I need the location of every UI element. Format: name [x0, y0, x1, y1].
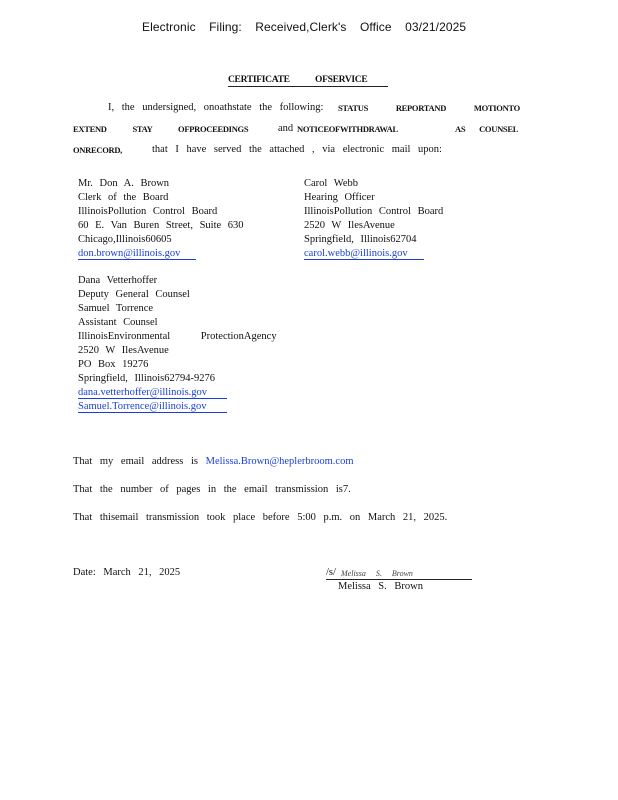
recipient-pobox: PO Box 19276: [78, 359, 149, 370]
statement-email-text: That my email address is: [73, 456, 198, 467]
recipient-street: 2520 W IlesAvenue: [304, 220, 395, 231]
recipient-name: Dana Vetterhoffer: [78, 275, 158, 286]
title-of-service: OFSERVICE: [315, 75, 368, 85]
statement-time: That thisemail transmission took place before 5:00 p.m. on March 21, 2025.: [73, 512, 448, 523]
recipient-city: Springfield, Illinois62704: [304, 234, 417, 245]
intro-line2-notice: NOTICEOFWITHDRAWAL: [297, 124, 398, 134]
email-underline: [78, 398, 227, 399]
statement-email: [73, 456, 354, 467]
recipient-block-webb: [304, 177, 443, 261]
intro-line3-text: that I have served the attached , via electronic mail upon:: [152, 144, 442, 155]
recipient-block-epa: [78, 274, 277, 414]
recipient-city: Springfield, Illinois62794-9276: [78, 373, 215, 384]
intro-line1-text: I, the undersigned, onoathstate the following:: [108, 102, 324, 113]
recipient-title: Deputy General Counsel: [78, 289, 190, 300]
recipient-email-link[interactable]: carol.webb@illinois.gov: [304, 248, 408, 259]
intro-line2-doc-title: EXTEND STAY OFPROCEEDINGS: [73, 124, 249, 134]
recipient-street: 2520 W IlesAvenue: [78, 345, 169, 356]
statement-pages: That the number of pages in the email transmission is7.: [73, 484, 351, 495]
signature-date: Date: March 21, 2025: [73, 567, 181, 578]
recipient-name: Carol Webb: [304, 178, 358, 189]
recipient-org: IllinoisEnvironmental ProtectionAgency: [78, 331, 277, 342]
recipient-street: 60 E. Van Buren Street, Suite 630: [78, 220, 244, 231]
recipient-email-link[interactable]: don.brown@illinois.gov: [78, 248, 181, 259]
recipient-name: Mr. Don A. Brown: [78, 178, 170, 189]
intro-line2-counsel: AS COUNSEL: [455, 124, 519, 134]
sender-email-link[interactable]: Melissa.Brown@heplerbroom.com: [205, 456, 354, 467]
recipient-block-brown: [78, 177, 244, 261]
recipient-email-link[interactable]: Samuel.Torrence@illinois.gov: [78, 401, 207, 412]
intro-line1-doc-title: STATUS REPORTAND MOTIONTO: [338, 103, 520, 113]
recipient-city: Chicago,Illinois60605: [78, 234, 172, 245]
recipient-title: Hearing Officer: [304, 192, 375, 203]
filing-stamp: Electronic Filing: Received,Clerk's Office 03/21/2025: [142, 20, 467, 34]
signature-script: Melissa S. Brown: [341, 569, 413, 578]
recipient-title: Clerk of the Board: [78, 192, 169, 203]
intro-line2-and: and: [278, 123, 294, 134]
signature-line: [326, 579, 472, 580]
recipient-org: IllinoisPollution Control Board: [304, 206, 444, 217]
title-underline: [228, 86, 388, 87]
email-underline: [78, 412, 227, 413]
recipient-org: IllinoisPollution Control Board: [78, 206, 218, 217]
email-underline: [304, 259, 424, 260]
signature-slash-s: /s/: [326, 567, 336, 578]
title-certificate: CERTIFICATE: [228, 75, 290, 85]
signer-printed-name: Melissa S. Brown: [338, 581, 423, 592]
recipient-name: Samuel Torrence: [78, 303, 154, 314]
recipient-email-link[interactable]: dana.vetterhoffer@illinois.gov: [78, 387, 208, 398]
email-underline: [78, 259, 196, 260]
intro-line3-record: ONRECORD,: [73, 145, 123, 155]
recipient-title: Assistant Counsel: [78, 317, 158, 328]
